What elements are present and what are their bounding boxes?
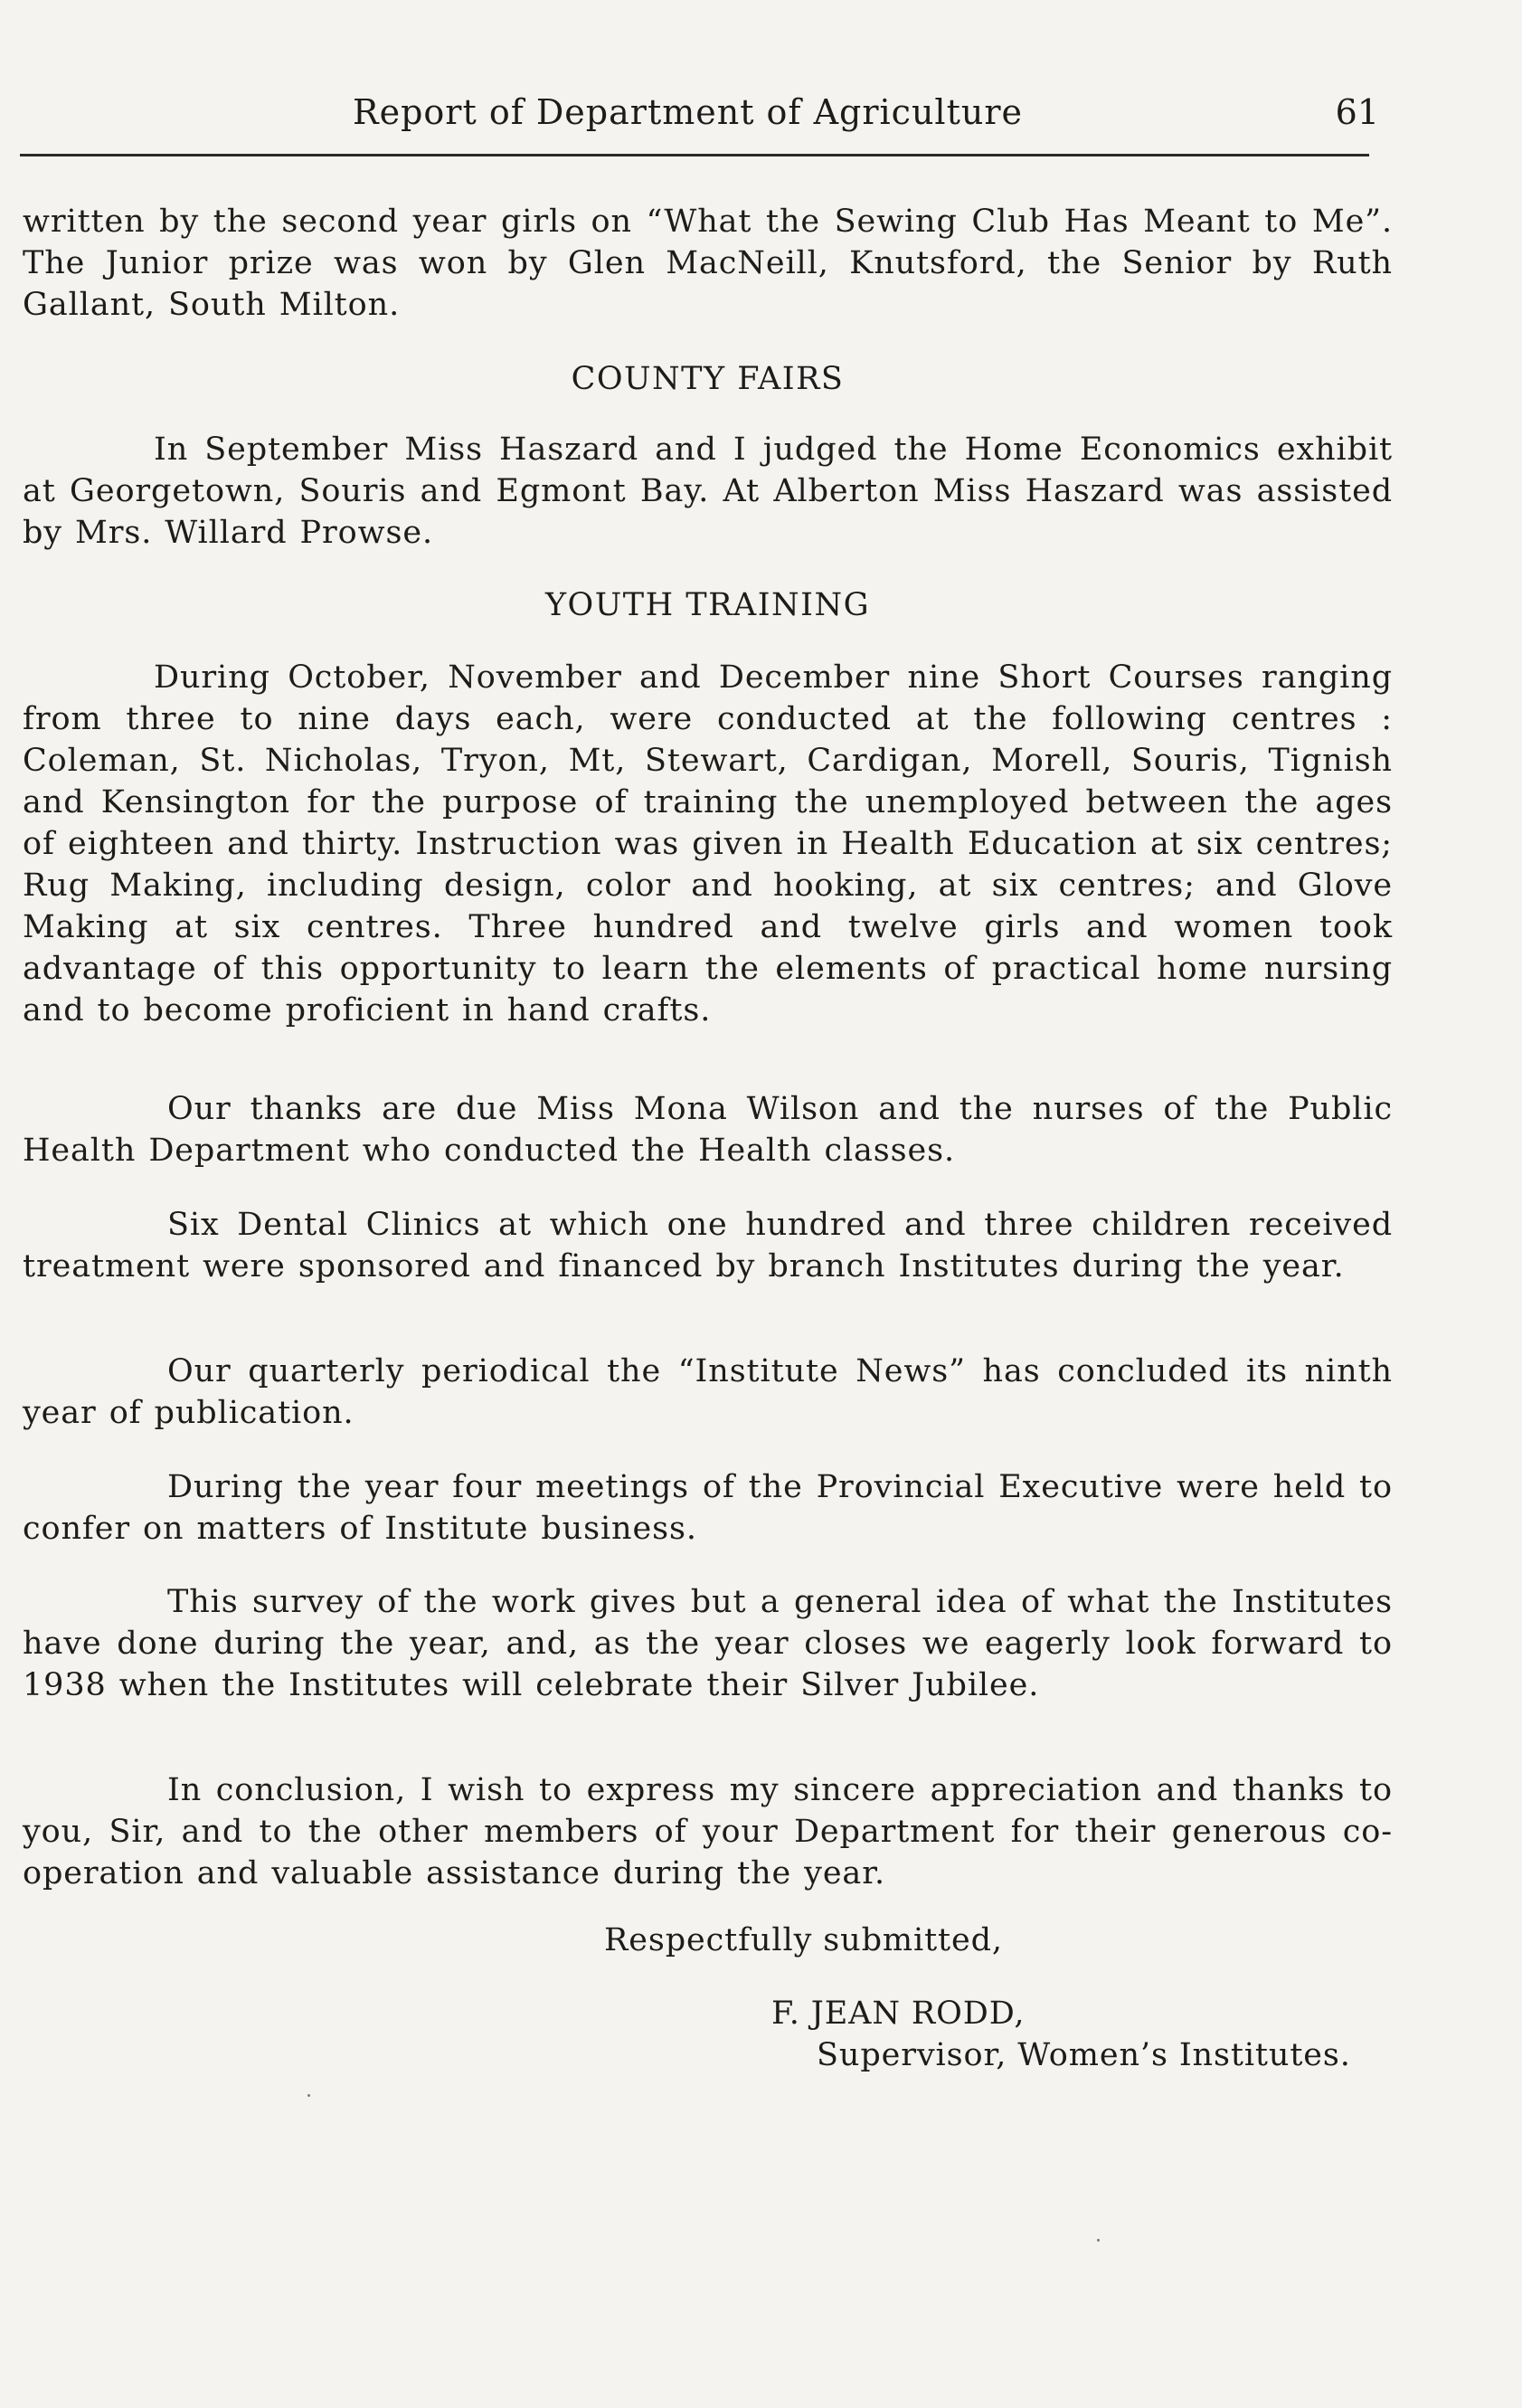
county-fairs-section	[23, 358, 1393, 400]
thanks-paragraph-block	[23, 1088, 1393, 1171]
institute-news-paragraph: Our quarterly periodical the “Institute News” has concluded its ninth year of publication.	[23, 1353, 1393, 1431]
dental-clinics-block	[23, 1204, 1393, 1287]
running-header	[23, 92, 1379, 147]
paper-speck	[1097, 2239, 1100, 2242]
thanks-paragraph: Our thanks are due Miss Mona Wilson and the nurses of the Public Health Department who conducted the Health classes.	[23, 1091, 1393, 1169]
section-heading-county-fairs: COUNTY FAIRS	[571, 361, 845, 397]
executive-meetings-paragraph: During the year four meetings of the Provincial Executive were held to confer on matters of Institute business.	[23, 1469, 1393, 1547]
executive-meetings-block	[23, 1466, 1393, 1550]
section-heading-youth-training: YOUTH TRAINING	[544, 587, 871, 623]
page-number: 61	[1335, 92, 1379, 132]
signatory-name: F. JEAN RODD,	[771, 1996, 1026, 2032]
short-courses-paragraph: During October, November and December nine Short Courses ranging from three to nine days each, were conducted at the following centres : Coleman, St. Nicholas, Tryon, Mt, Stewart, Cardigan, Morell, Souris, Tignish and Kensington for the purpose of training the unemployed between the ages of eighteen and thirty. Instruction was given in Health Education at six centres; Rug Making, including design, color and hooking, at six centres; and Glove Making at six centres. Three hundred and twelve girls and women took advantage of this opportunity to learn the elements of practical home nursing and to become proficient in hand crafts.	[23, 659, 1393, 1029]
survey-paragraph-block	[23, 1581, 1393, 1706]
institute-news-block	[23, 1351, 1393, 1434]
conclusion-paragraph: In conclusion, I wish to express my sincere appreciation and thanks to you, Sir, and to the other members of your Department for their generous co-operation and valuable assistance during the year.	[23, 1772, 1393, 1891]
dental-clinics-paragraph: Six Dental Clinics at which one hundred and three children received treatment were sponsored and financed by branch Institutes during the year.	[23, 1207, 1393, 1285]
youth-training-section	[23, 584, 1393, 626]
header-rule	[20, 154, 1369, 156]
conclusion-paragraph-block	[23, 1769, 1393, 1894]
intro-paragraph: written by the second year girls on “What the Sewing Club Has Meant to Me”. The Junior prize was won by Glen MacNeill, Knutsford, the Senior by Ruth Gallant, South Milton.	[23, 204, 1393, 323]
valediction: Respectfully submitted,	[604, 1922, 1003, 1958]
intro-paragraph-block	[23, 201, 1393, 326]
youth-training-body	[23, 657, 1393, 1031]
survey-paragraph: This survey of the work gives but a general idea of what the Institutes have done during the year, and, as the year closes we eagerly look forward to 1938 when the Institutes will celebrate their Silver Jubilee.	[23, 1584, 1393, 1703]
county-fairs-paragraph: In September Miss Haszard and I judged the Home Economics exhibit at Georgetown, Souris and Egmont Bay. At Alberton Miss Haszard was assisted by Mrs. Willard Prowse.	[23, 431, 1393, 551]
signatory-position: Supervisor, Women’s Institutes.	[817, 2037, 1351, 2073]
paper-speck	[307, 2094, 310, 2097]
running-title: Report of Department of Agriculture	[353, 92, 1023, 132]
county-fairs-body	[23, 429, 1393, 554]
